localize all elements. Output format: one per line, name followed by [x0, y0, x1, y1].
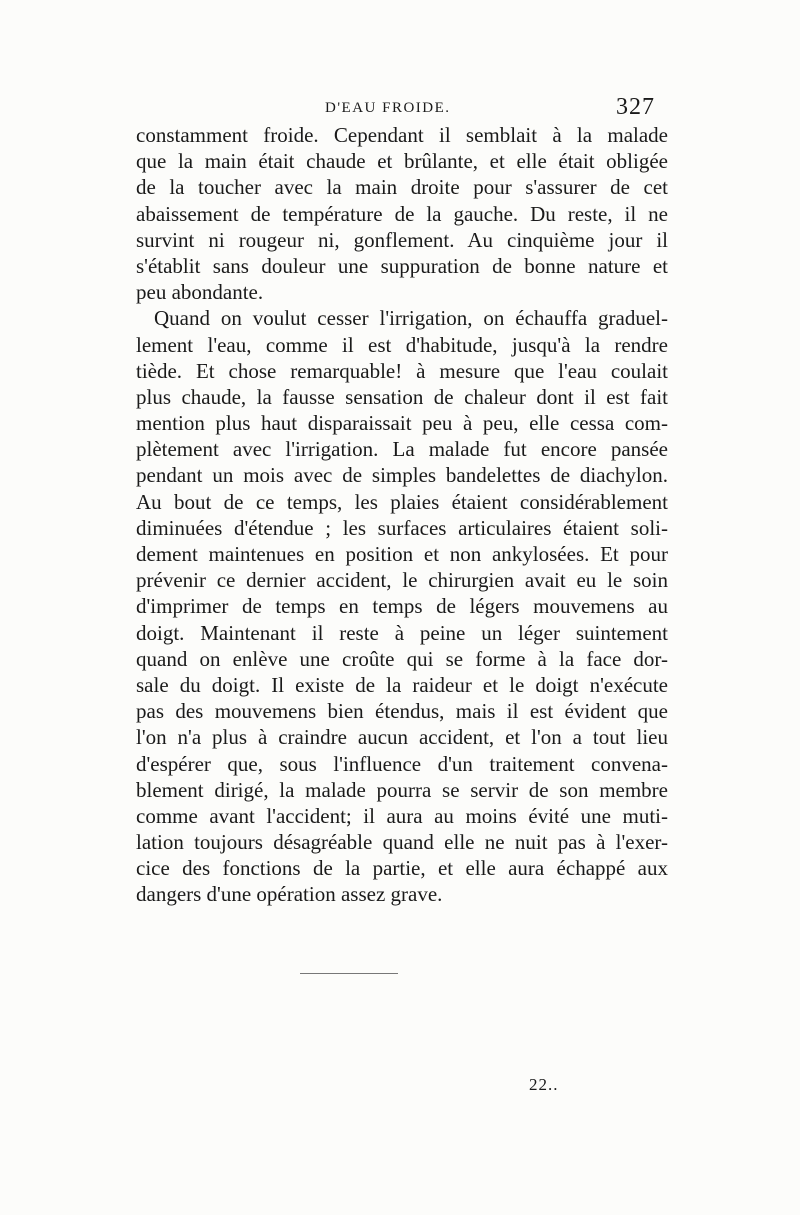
- section-rule: [300, 973, 398, 974]
- text-line: sale du doigt. Il existe de la raideur et le doigt n'exécute: [136, 672, 668, 697]
- text-line: s'établit sans douleur une suppuration de bonne nature et: [136, 253, 668, 278]
- text-line: constamment froide. Cependant il semblait à la malade: [136, 123, 668, 147]
- text-line: de la toucher avec la main droite pour s'assurer de cet: [136, 175, 668, 200]
- text-line: abaissement de température de la gauche. Du reste, il ne: [136, 201, 668, 226]
- body-text: [136, 122, 668, 908]
- text-line: dement maintenues en position et non ankylosées. Et pour: [136, 542, 668, 566]
- text-line: l'on n'a plus à craindre aucun accident, et l'on a tout lieu: [136, 725, 668, 750]
- text-line: d'espérer que, sous l'influence d'un traitement convena-: [136, 751, 668, 776]
- text-line: cice des fonctions de la partie, et elle aura échappé aux: [136, 856, 668, 881]
- text-line: plètement avec l'irrigation. La malade fut encore pansée: [136, 437, 668, 462]
- text-line: d'imprimer de temps en temps de légers mouvemens au: [136, 594, 668, 619]
- running-head: D'EAU FROIDE.: [325, 100, 451, 116]
- text-line: que la main était chaude et brûlante, et elle était obligée: [136, 149, 668, 174]
- text-line: Au bout de ce temps, les plaies étaient considérablement: [136, 489, 668, 514]
- text-line: tiède. Et chose remarquable! à mesure que l'eau coulait: [136, 358, 668, 383]
- page-number: 327: [616, 94, 655, 120]
- text-line: quand on enlève une croûte qui se forme à la face dor-: [136, 646, 668, 671]
- text-line: lation toujours désagréable quand elle ne nuit pas à l'exer-: [136, 830, 668, 855]
- text-line: plus chaude, la fausse sensation de chaleur dont il est fait: [136, 384, 668, 409]
- text-line: peu abondante.: [136, 280, 264, 305]
- text-line: lement l'eau, comme il est d'habitude, jusqu'à la rendre: [136, 332, 668, 357]
- text-line: diminuées d'étendue ; les surfaces articulaires étaient soli-: [136, 515, 668, 540]
- paragraph-start-line: Quand on voulut cesser l'irrigation, on échauffa graduel-: [154, 306, 668, 331]
- signature-mark: 22..: [529, 1075, 559, 1094]
- text-line: pendant un mois avec de simples bandelettes de diachylon.: [136, 463, 668, 488]
- text-line: blement dirigé, la malade pourra se servir de son membre: [136, 777, 668, 802]
- text-line: pas des mouvemens bien étendus, mais il est évident que: [136, 699, 668, 724]
- text-line: dangers d'une opération assez grave.: [136, 882, 443, 907]
- text-line: survint ni rougeur ni, gonflement. Au cinquième jour il: [136, 227, 668, 252]
- text-line: prévenir ce dernier accident, le chirurgien avait eu le soin: [136, 568, 668, 593]
- text-line: comme avant l'accident; il aura au moins évité une muti-: [136, 803, 668, 828]
- text-line: mention plus haut disparaissait peu à peu, elle cessa com-: [136, 411, 668, 436]
- text-line: doigt. Maintenant il reste à peine un léger suintement: [136, 620, 668, 645]
